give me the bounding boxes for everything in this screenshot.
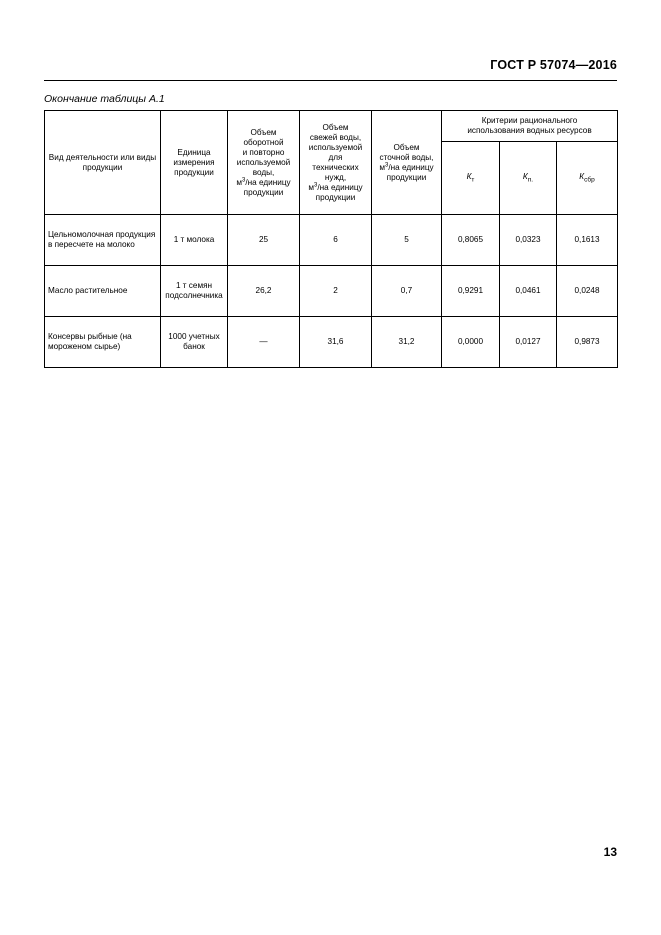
- header-fresh-l4: для: [328, 152, 343, 162]
- header-kt-symbol: К: [466, 171, 472, 181]
- header-ksbr-symbol: К: [579, 171, 585, 181]
- cell-unit: 1 т семян подсолнечника: [161, 266, 228, 317]
- cell-product-name: Консервы рыбные (на мороженом сырье): [45, 317, 161, 368]
- cell-recycled: —: [228, 317, 300, 368]
- header-fresh-l6: нужд,: [324, 172, 347, 182]
- header-fresh-l2: свежей воды,: [309, 132, 362, 142]
- cell-recycled: 26,2: [228, 266, 300, 317]
- cell-unit: 1000 учетных банок: [161, 317, 228, 368]
- cell-fresh: 31,6: [300, 317, 372, 368]
- header-cell-kt: [442, 142, 500, 215]
- header-cell-recycled-water: [228, 111, 300, 215]
- header-fresh-l7: м: [308, 182, 315, 192]
- cell-kp: 0,0127: [500, 317, 557, 368]
- header-divider: [44, 80, 617, 81]
- cell-fresh: 2: [300, 266, 372, 317]
- header-fresh-l7b: /на единицу: [317, 182, 363, 192]
- cell-waste: 31,2: [372, 317, 442, 368]
- table-header-row-1: [45, 111, 618, 142]
- header-waste-l4: продукции: [386, 172, 427, 182]
- cell-product-name: Масло растительное: [45, 266, 161, 317]
- header-kp-symbol: К: [522, 171, 528, 181]
- cell-waste: 0,7: [372, 266, 442, 317]
- cell-fresh: 6: [300, 215, 372, 266]
- header-recycled-sup: 3: [242, 176, 246, 183]
- header-waste-sup: 3: [385, 161, 389, 168]
- header-waste-l3b: /на единицу: [388, 162, 434, 172]
- header-ksbr-sub: сбр: [584, 176, 595, 184]
- header-cell-ksbr: [557, 142, 618, 215]
- cell-recycled: 25: [228, 215, 300, 266]
- header-recycled-l4: используемой: [236, 157, 291, 167]
- header-fresh-l3: используемой: [308, 142, 363, 152]
- header-recycled-l2: оборотной: [243, 137, 284, 147]
- cell-kt: 0,0000: [442, 317, 500, 368]
- header-kp-sub: п.: [527, 176, 534, 184]
- cell-waste: 5: [372, 215, 442, 266]
- header-cell-fresh-water: [300, 111, 372, 215]
- header-cell-kp: [500, 142, 557, 215]
- header-recycled-l7: продукции: [243, 187, 284, 197]
- water-resources-table: [44, 110, 618, 368]
- header-cell-waste-water: [372, 111, 442, 215]
- header-waste-l3: м: [379, 162, 386, 172]
- header-recycled-l3: и повторно: [242, 147, 285, 157]
- header-kt-sub: т: [471, 176, 475, 184]
- header-recycled-l6b: /на единицу: [245, 177, 291, 187]
- page-number: 13: [603, 845, 617, 859]
- table-container: [44, 110, 617, 368]
- header-fresh-l8: продукции: [315, 192, 356, 202]
- header-waste-l1: Объем: [393, 142, 420, 152]
- table-row: [45, 317, 618, 368]
- header-criteria-l2: использования водных ресурсов: [467, 126, 592, 135]
- header-fresh-l1: Объем: [322, 122, 349, 132]
- header-fresh-l5: технических: [312, 162, 359, 172]
- cell-ksbr: 0,0248: [557, 266, 618, 317]
- cell-kt: 0,8065: [442, 215, 500, 266]
- cell-kp: 0,0461: [500, 266, 557, 317]
- cell-unit: 1 т молока: [161, 215, 228, 266]
- header-recycled-l5: воды,: [252, 167, 275, 177]
- cell-product-name: Цельномолочная продукция в пересчете на молоко: [45, 215, 161, 266]
- header-fresh-sup: 3: [314, 181, 318, 188]
- cell-kp: 0,0323: [500, 215, 557, 266]
- table-caption: Окончание таблицы А.1: [44, 93, 165, 105]
- document-standard-number: ГОСТ Р 57074—2016: [490, 58, 617, 72]
- cell-kt: 0,9291: [442, 266, 500, 317]
- cell-ksbr: 0,9873: [557, 317, 618, 368]
- table-row: [45, 266, 618, 317]
- header-cell-activity: Вид деятельности или виды продукции: [45, 111, 161, 215]
- header-recycled-l1: Объем: [250, 127, 277, 137]
- table-row: [45, 215, 618, 266]
- header-cell-criteria-group: [442, 111, 618, 142]
- header-cell-unit: Единица измерения продукции: [161, 111, 228, 215]
- header-criteria-l1: Критерии рационального: [481, 116, 578, 125]
- header-recycled-l6: м: [236, 177, 243, 187]
- cell-ksbr: 0,1613: [557, 215, 618, 266]
- header-waste-l2: сточной воды,: [379, 152, 434, 162]
